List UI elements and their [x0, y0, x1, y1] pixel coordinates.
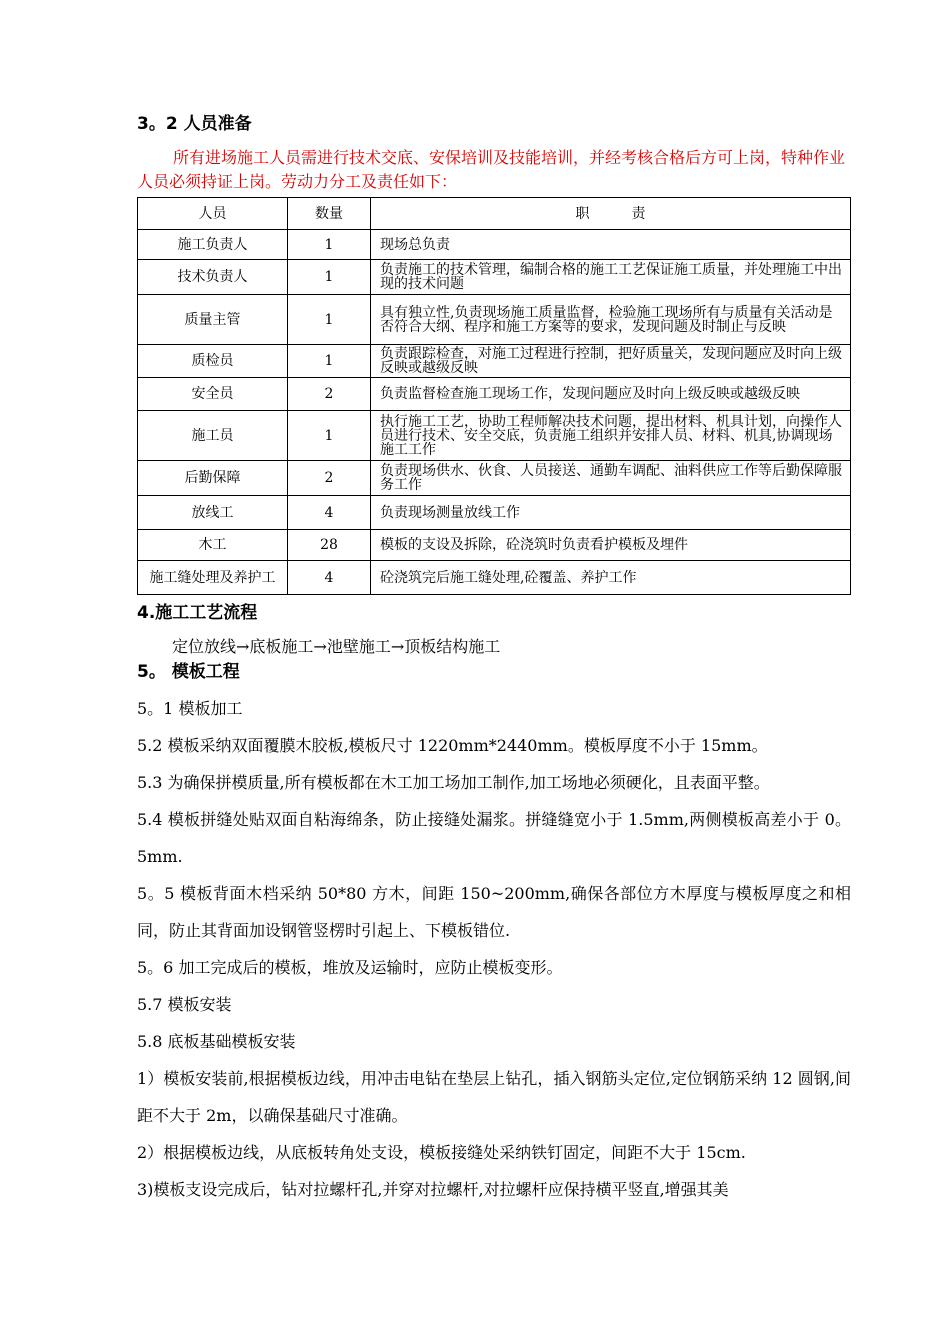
body-paragraph: 5.2 模板采纳双面覆膜木胶板,模板尺寸 1220mm*2440mm。模板厚度不小于 15mm。	[137, 736, 768, 755]
body-paragraph: 5.4 模板拼缝处贴双面自粘海绵条，防止接缝处漏浆。拼缝缝宽小于 1.5mm,两侧模板高差小于 0。5mm.	[137, 810, 851, 866]
staff-intro-paragraph: 所有进场施工人员需进行技术交底、安保培训及技能培训，并经考核合格后方可上岗，特种作业人员必须持证上岗。劳动力分工及责任如下：	[137, 148, 846, 191]
table-row	[138, 378, 851, 411]
body-paragraph: 5.7 模板安装	[137, 995, 232, 1014]
role-cell: 质检员	[138, 345, 288, 378]
section-heading-5: 5。 模板工程	[137, 662, 240, 682]
count-cell: 1	[288, 295, 371, 345]
count-cell: 1	[288, 260, 371, 295]
role-cell: 后勤保障	[138, 461, 288, 496]
duty-cell: 现场总负责	[371, 230, 851, 260]
count-cell: 1	[288, 230, 371, 260]
body-paragraph: 5。6 加工完成后的模板，堆放及运输时，应防止模板变形。	[137, 958, 563, 977]
header-count: 数量	[288, 198, 371, 230]
body-paragraph: 2）根据模板边线，从底板转角处支设，模板接缝处采纳铁钉固定，间距不大于 15cm.	[137, 1143, 746, 1162]
duty-cell: 执行施工工艺，协助工程师解决技术问题，提出材料、机具计划，向操作人员进行技术、安全交底，负责施工组织并安排人员、材料、机具,协调现场施工工作	[371, 411, 851, 461]
table-row	[138, 230, 851, 260]
count-cell: 4	[288, 496, 371, 530]
duty-cell: 砼浇筑完后施工缝处理,砼覆盖、养护工作	[371, 561, 851, 595]
duty-cell: 负责现场测量放线工作	[371, 496, 851, 530]
header-role: 人员	[138, 198, 288, 230]
role-cell: 放线工	[138, 496, 288, 530]
process-flow: 定位放线→底板施工→池壁施工→顶板结构施工	[172, 637, 501, 656]
duty-cell: 负责施工的技术管理，编制合格的施工工艺保证施工质量，并处理施工中出现的技术问题	[371, 260, 851, 295]
table-row	[138, 530, 851, 561]
duty-cell: 负责跟踪检查，对施工过程进行控制，把好质量关，发现问题应及时向上级反映或越级反映	[371, 345, 851, 378]
section-heading-3-2: 3。2 人员准备	[137, 114, 252, 134]
role-cell: 施工负责人	[138, 230, 288, 260]
body-paragraph: 5。1 模板加工	[137, 699, 243, 718]
role-cell: 质量主管	[138, 295, 288, 345]
body-paragraph: 5.8 底板基础模板安装	[137, 1032, 296, 1051]
labor-division-table	[137, 197, 851, 595]
table-row	[138, 461, 851, 496]
body-paragraph: 1）模板安装前,根据模板边线，用冲击电钻在垫层上钻孔，插入钢筋头定位,定位钢筋采纳 12 圆钢,间距不大于 2m，以确保基础尺寸准确。	[137, 1069, 851, 1125]
formwork-body	[137, 690, 851, 1208]
section-heading-4: 4.施工工艺流程	[137, 603, 258, 623]
count-cell: 28	[288, 530, 371, 561]
count-cell: 1	[288, 345, 371, 378]
body-paragraph: 5。5 模板背面木档采纳 50*80 方木，间距 150~200mm,确保各部位方木厚度与模板厚度之和相同，防止其背面加设钢管竖楞时引起上、下模板错位.	[137, 884, 851, 940]
table-header-row	[138, 198, 851, 230]
table-row	[138, 295, 851, 345]
table-row	[138, 496, 851, 530]
table-row	[138, 260, 851, 295]
duty-cell: 负责监督检查施工现场工作，发现问题应及时向上级反映或越级反映	[371, 378, 851, 411]
duty-cell: 模板的支设及拆除，砼浇筑时负责看护模板及埋件	[371, 530, 851, 561]
table-row	[138, 345, 851, 378]
count-cell: 1	[288, 411, 371, 461]
body-paragraph: 5.3 为确保拼模质量,所有模板都在木工加工场加工制作,加工场地必须硬化，且表面平整。	[137, 773, 770, 792]
count-cell: 2	[288, 378, 371, 411]
role-cell: 施工员	[138, 411, 288, 461]
table-row	[138, 411, 851, 461]
duty-cell: 负责现场供水、伙食、人员接送、通勤车调配、油料供应工作等后勤保障服务工作	[371, 461, 851, 496]
table-row	[138, 561, 851, 595]
count-cell: 2	[288, 461, 371, 496]
role-cell: 技术负责人	[138, 260, 288, 295]
duty-cell: 具有独立性,负责现场施工质量监督，检验施工现场所有与质量有关活动是否符合大纲、程序和施工方案等的要求，发现问题及时制止与反映	[371, 295, 851, 345]
role-cell: 安全员	[138, 378, 288, 411]
body-paragraph: 3)模板支设完成后，钻对拉螺杆孔,并穿对拉螺杆,对拉螺杆应保持横平竖直,增强其美	[137, 1180, 729, 1199]
role-cell: 施工缝处理及养护工	[138, 561, 288, 595]
role-cell: 木工	[138, 530, 288, 561]
count-cell: 4	[288, 561, 371, 595]
header-duty: 职 责	[371, 198, 851, 230]
